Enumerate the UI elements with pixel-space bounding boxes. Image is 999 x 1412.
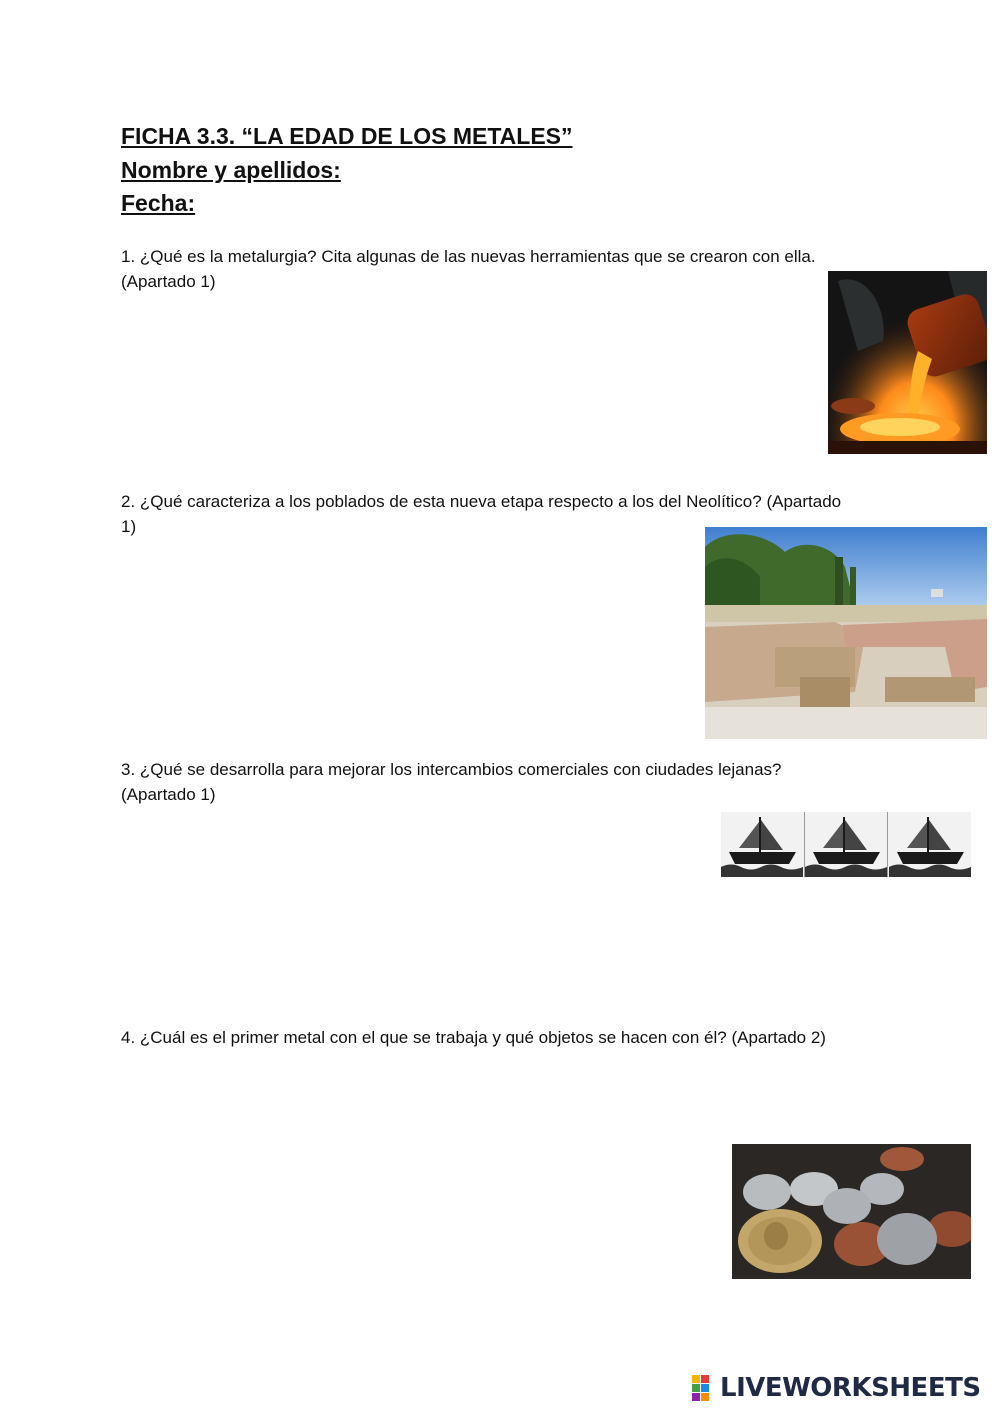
question-4: 4. ¿Cuál es el primer metal con el que se trabaja y qué objetos se hacen con él? (Apartado 2)	[121, 1028, 826, 1047]
brand-name: LIVEWORKSHEETS	[720, 1373, 981, 1403]
worksheet-title: FICHA 3.3. “LA EDAD DE LOS METALES”	[121, 123, 573, 149]
question-1: 1. ¿Qué es la metalurgia? Cita algunas de las nuevas herramientas que se crearon con ella. (Apartado 1)	[121, 247, 816, 291]
archaeological-site-photo	[705, 527, 987, 739]
logo-cubes-icon	[692, 1375, 718, 1401]
name-label: Nombre y apellidos:	[121, 157, 341, 183]
question-3: 3. ¿Qué se desarrolla para mejorar los intercambios comerciales con ciudades lejanas? (Apartado 1)	[121, 760, 782, 804]
ships-engraving-image	[721, 812, 971, 877]
molten-metal-photo	[828, 271, 987, 454]
coins-photo	[732, 1144, 971, 1279]
date-label: Fecha:	[121, 190, 196, 216]
liveworksheets-logo	[692, 1372, 981, 1404]
question-2: 2. ¿Qué caracteriza a los poblados de esta nueva etapa respecto a los del Neolítico? (Apartado 1)	[121, 492, 842, 536]
